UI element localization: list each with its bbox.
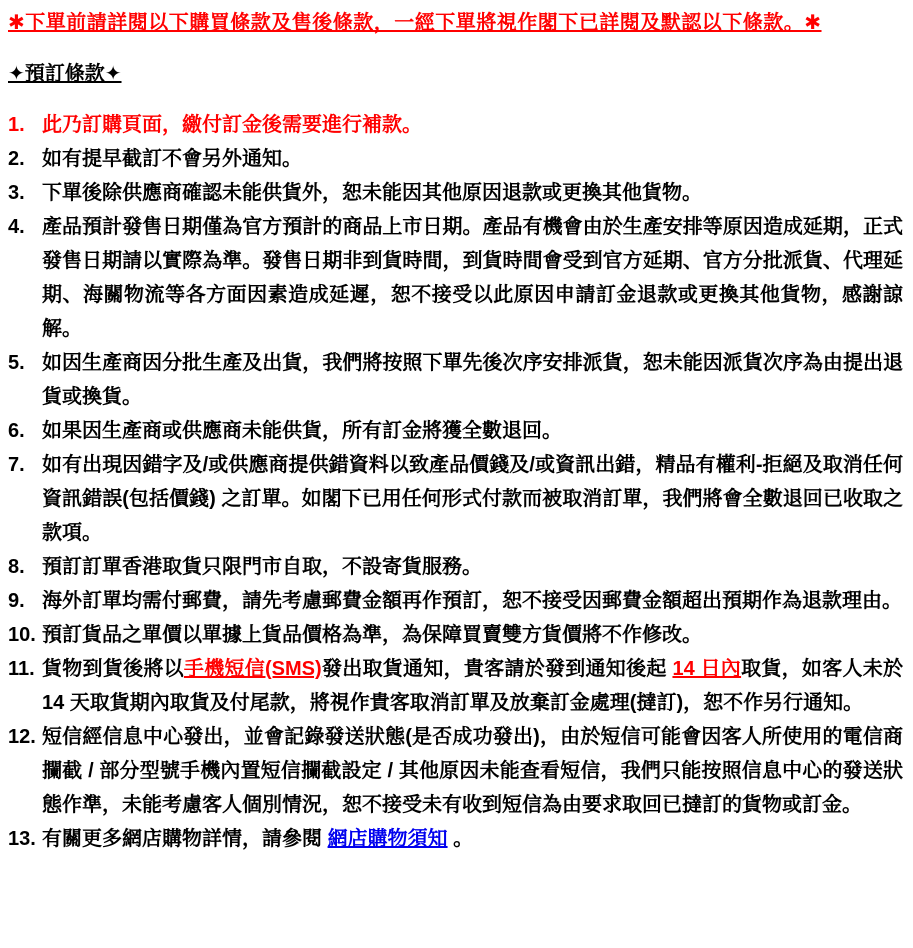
- term-text: [42, 720, 903, 822]
- term-item-6: [8, 414, 903, 448]
- term-item-12: [8, 720, 903, 822]
- term-text: [42, 822, 903, 856]
- text-segment: 海外訂單均需付郵費，請先考慮郵費金額再作預訂，恕不接受因郵費金額超出預期作為退款理由。: [42, 590, 902, 612]
- text-segment: 如果因生產商或供應商未能供貨，所有訂金將獲全數退回。: [42, 420, 562, 442]
- term-number: 1.: [8, 114, 25, 136]
- term-number: 7.: [8, 454, 25, 476]
- term-number: 13.: [8, 828, 36, 850]
- term-number: 10.: [8, 624, 36, 646]
- term-number: 5.: [8, 352, 25, 374]
- term-text: [42, 618, 903, 652]
- term-text: [42, 448, 903, 550]
- term-text: [42, 550, 903, 584]
- text-segment: 如因生產商因分批生產及出貨，我們將按照下單先後次序安排派貨，恕未能因派貨次序為由提出退貨或換貨。: [42, 352, 903, 408]
- text-segment: 預訂訂單香港取貨只限門市自取，不設寄貨服務。: [42, 556, 482, 578]
- term-text: [42, 346, 903, 414]
- section-header-preorder-terms: ✦預訂條款✦: [8, 63, 122, 85]
- term-item-7: [8, 448, 903, 550]
- text-segment: 。: [447, 828, 474, 850]
- text-segment: 此乃訂購頁面，繳付訂金後需要進行補款。: [42, 114, 422, 136]
- term-item-4: [8, 210, 903, 346]
- sms-highlight: 手機短信(SMS): [183, 658, 322, 680]
- term-item-8: [8, 550, 903, 584]
- term-item-13: [8, 822, 903, 856]
- terms-list: [8, 108, 903, 856]
- text-segment: 如有提早截訂不會另外通知。: [42, 148, 302, 170]
- term-item-3: [8, 176, 903, 210]
- text-segment: 短信經信息中心發出，並會記錄發送狀態(是否成功發出)，由於短信可能會因客人所使用的電信商攔截 / 部分型號手機內置短信攔截設定 / 其他原因未能查看短信，我們只能按照信息中心的發送狀態作準，未能考慮客人個別情況，恕不接受未有收到短信為由要求取回已撻訂的貨物或訂金。: [42, 726, 903, 816]
- term-item-2: [8, 142, 903, 176]
- text-segment: 有關更多網店購物詳情，請參閱: [42, 828, 328, 850]
- term-number: 12.: [8, 726, 36, 748]
- term-number: 3.: [8, 182, 25, 204]
- term-number: 2.: [8, 148, 25, 170]
- text-segment: 產品預計發售日期僅為官方預計的商品上市日期。產品有機會由於生產安排等原因造成延期，正式發售日期請以實際為準。發售日期非到貨時間，到貨時間會受到官方延期、官方分批派貨、代理延期、海關物流等各方面因素造成延遲，恕不接受以此原因申請訂金退款或更換其他貨物，感謝諒解。: [42, 216, 903, 340]
- term-item-9: [8, 584, 903, 618]
- text-segment: 貨物到貨後將以: [42, 658, 184, 680]
- term-number: 4.: [8, 216, 25, 238]
- text-segment: 如有出現因錯字及/或供應商提供錯資料以致產品價錢及/或資訊出錯，精品有權利-拒絕及取消任何資訊錯誤(包括價錢) 之訂單。如閣下已用任何形式付款而被取消訂單，我們將會全數退回已收取之款項。: [42, 454, 903, 544]
- text-segment: 預訂貨品之單價以單據上貨品價格為準，為保障買賣雙方貨價將不作修改。: [42, 624, 702, 646]
- term-number: 6.: [8, 420, 25, 442]
- term-text: [42, 584, 903, 618]
- term-number: 8.: [8, 556, 25, 578]
- term-text: [42, 142, 903, 176]
- term-text: [42, 176, 903, 210]
- term-item-5: [8, 346, 903, 414]
- page-title: ✱下單前請詳閱以下購買條款及售後條款，一經下單將視作閣下已詳閱及默認以下條款。✱: [8, 12, 822, 34]
- text-segment: 發出取貨通知，貴客請於發到通知後起: [321, 658, 673, 680]
- term-item-1: [8, 108, 903, 142]
- term-item-11: [8, 652, 903, 720]
- term-number: 9.: [8, 590, 25, 612]
- term-text: [42, 210, 903, 346]
- term-text: [42, 652, 903, 720]
- 14-days-highlight: 14 日內: [672, 658, 742, 680]
- term-text: [42, 414, 903, 448]
- term-text: [42, 108, 903, 142]
- text-segment: 下單後除供應商確認未能供貨外，恕未能因其他原因退款或更換其他貨物。: [42, 182, 702, 204]
- term-item-10: [8, 618, 903, 652]
- shop-guide-link[interactable]: 網店購物須知: [327, 828, 448, 850]
- term-number: 11.: [8, 658, 35, 680]
- text-segment: 取貨，如客人未於 14 天取貨期內取貨及付尾款，將視作貴客取消訂單及放棄訂金處理(撻訂)，恕不作另行通知。: [42, 658, 903, 714]
